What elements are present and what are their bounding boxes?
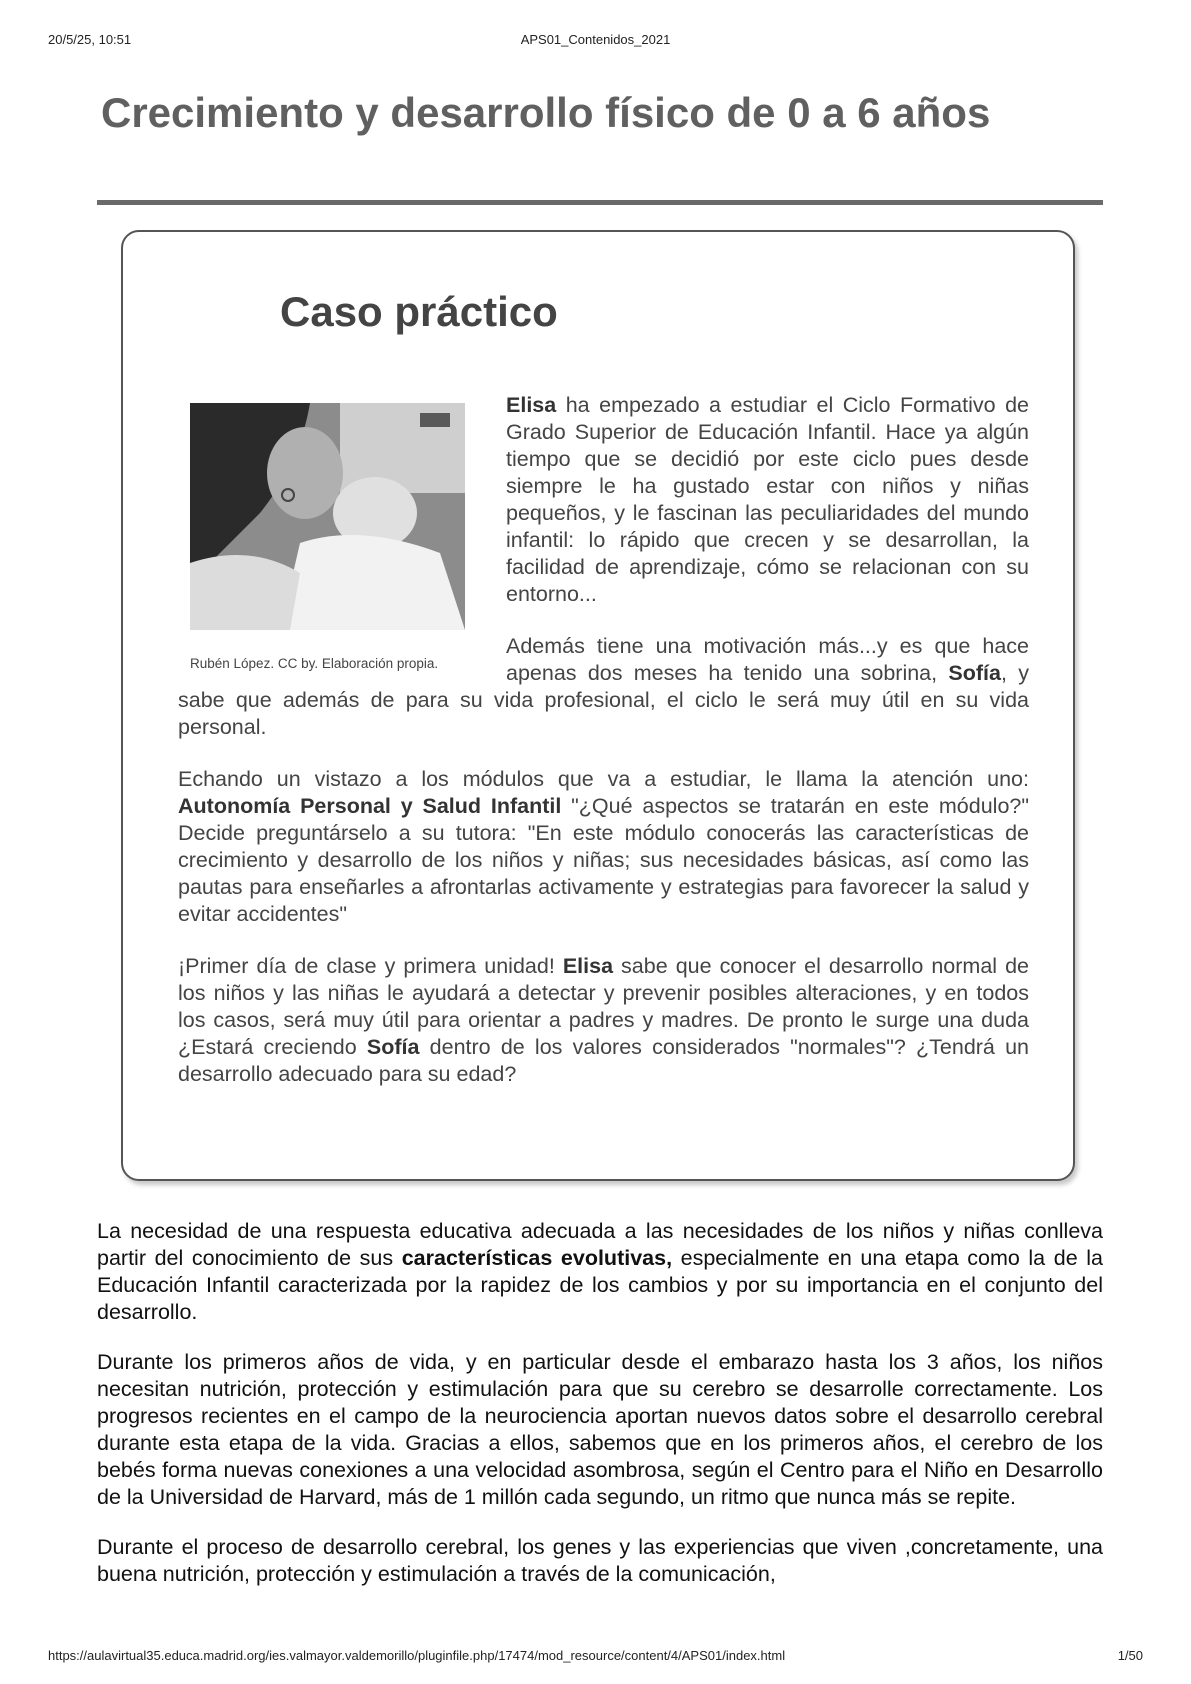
- case-study-box: [121, 230, 1075, 1181]
- body-paragraph-1: La necesidad de una respuesta educativa adecuada a las necesidades de los niños y niñas conlleva partir del conocimiento de sus características evolutivas, especialmente en una etapa como la de la Educación Infantil caracterizada por la rapidez de los cambios y por su importancia en el conjunto del desarrollo.: [97, 1219, 1103, 1324]
- name-sofia: Sofía: [366, 1035, 420, 1059]
- body-paragraph-2: Durante los primeros años de vida, y en particular desde el embarazo hasta los 3 años, los niños necesitan nutrición, protección y estimulación para que su cerebro se desarrolle correctamente. Los progresos recientes en el campo de la neurociencia aportan nuevos datos sobre el desarrollo cerebral durante esta etapa de la vida. Gracias a ellos, sabemos que en los primeros años, el cerebro de los bebés forma nuevas conexiones a una velocidad asombrosa, según el Centro para el Niño en Desarrollo de la Universidad de Harvard, más de 1 millón cada segundo, un ritmo que nunca más se repite.: [97, 1350, 1103, 1509]
- main-content: [97, 1218, 1103, 1611]
- name-elisa: Elisa: [506, 393, 557, 417]
- case-paragraph-1: Elisa ha empezado a estudiar el Ciclo Formativo de Grado Superior de Educación Infantil. Hace ya algún tiempo que se decidió por este ciclo pues desde siempre le ha gustado estar con niños y niñas pequeños, y le fascinan las peculiaridades del mundo infantil: lo rápido que crecen y se desarrollan, la facilidad de aprendizaje, cómo se relacionan con su entorno...: [506, 393, 1029, 606]
- case-study-text: [178, 392, 1029, 1113]
- case-paragraph-2: Además tiene una motivación más...y es que hace apenas dos meses ha tenido una sobrina, Sofía, y sabe que además de para su vida profesional, el ciclo le será muy útil en su vida personal.: [178, 634, 1029, 739]
- print-document-title: APS01_Contenidos_2021: [520, 32, 671, 47]
- page-number: 1/50: [1117, 1648, 1143, 1663]
- print-header: [48, 32, 1143, 52]
- page-title: Crecimiento y desarrollo físico de 0 a 6 años: [101, 89, 991, 136]
- title-divider: [97, 200, 1103, 205]
- case-paragraph-4: ¡Primer día de clase y primera unidad! Elisa sabe que conocer el desarrollo normal de los niños y las niñas le ayudará a detectar y prevenir posibles alteraciones, y en todos los casos, será muy útil para orientar a padres y madres. De pronto le surge una duda ¿Estará creciendo Sofía dentro de los valores considerados "normales"? ¿Tendrá un desarrollo adecuado para su edad?: [178, 954, 1029, 1086]
- name-sofia: Sofía: [948, 661, 1001, 685]
- print-date: 20/5/25, 10:51: [48, 32, 132, 47]
- module-name: Autonomía Personal y Salud Infantil: [178, 794, 562, 818]
- body-paragraph-3: Durante el proceso de desarrollo cerebral, los genes y las experiencias que viven ,concretamente, una buena nutrición, protección y estimulación a través de la comunicación,: [97, 1535, 1103, 1586]
- case-study-heading: Caso práctico: [280, 288, 558, 335]
- print-footer: [48, 1648, 1143, 1668]
- photo-spacer: [178, 392, 506, 664]
- case-paragraph-3: Echando un vistazo a los módulos que va a estudiar, le llama la atención uno: Autonomía Personal y Salud Infantil "¿Qué aspectos se tratarán en este módulo?" Decide preguntárselo a su tutora: "En este módulo conocerás las características de crecimiento y desarrollo de los niños y niñas; sus necesidades básicas, así como las pautas para enseñarles a afrontarlas activamente y estrategias para favorecer la salud y evitar accidentes": [178, 767, 1029, 926]
- name-elisa: Elisa: [562, 954, 614, 978]
- page-url[interactable]: https://aulavirtual35.educa.madrid.org/ies.valmayor.valdemorillo/pluginfile.php/17474/mod_resource/content/4/APS01/index.html: [48, 1648, 786, 1663]
- bold-term: características evolutivas,: [401, 1246, 673, 1270]
- photo-caption: Rubén López. CC by. Elaboración propia.: [190, 656, 439, 671]
